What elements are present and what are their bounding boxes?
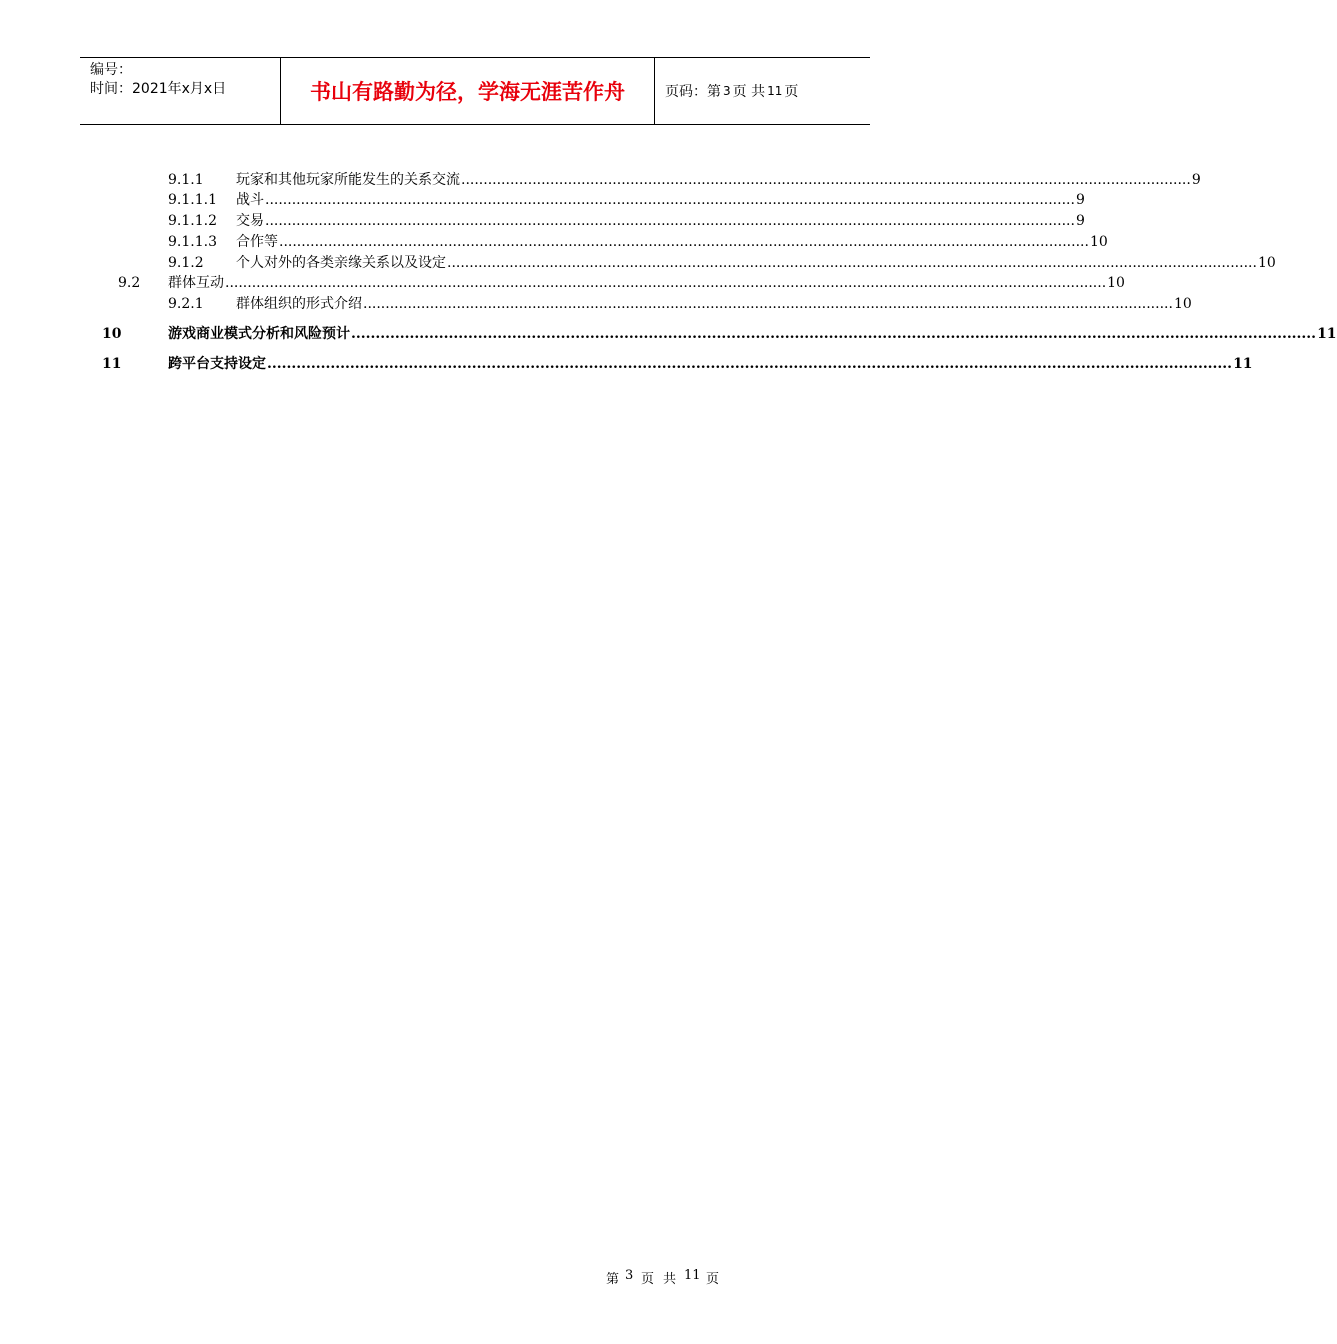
toc-page: 11 xyxy=(1317,326,1337,342)
toc-leader: ...................................................................................................................................................................................................... xyxy=(267,356,1233,372)
header-motto: 书山有路勤为径，学海无涯苦作舟 xyxy=(281,58,655,124)
toc-leader: ...................................................................................................................................................................................... xyxy=(265,192,1075,208)
toc-number: 9.2 xyxy=(118,275,141,291)
toc-page: 10 xyxy=(1107,275,1125,291)
toc-page: 10 xyxy=(1257,255,1276,271)
toc-page: 9 xyxy=(1191,172,1201,188)
toc-number: 9.1.1.1 xyxy=(168,192,217,208)
header-page-info xyxy=(655,58,870,124)
page-current: 3 xyxy=(723,84,731,98)
toc-number: 9.1.1 xyxy=(168,172,204,188)
footer-total-pages: 11 xyxy=(684,1268,701,1283)
toc-leader: ...................................................................................................................................................................................... xyxy=(265,213,1075,229)
toc-leader: ...................................................................................................................................................................................... xyxy=(447,255,1257,271)
header-meta xyxy=(80,58,281,124)
toc-title: 战斗 xyxy=(236,192,264,208)
toc-page: 9 xyxy=(1075,213,1085,229)
toc-title: 游戏商业模式分析和风险预计 xyxy=(168,326,350,342)
toc-leader: ...................................................................................................................................................................................... xyxy=(363,296,1173,312)
toc-leader: .................................................................................................................................................................... xyxy=(461,172,1191,188)
document-time-label: 时间：2021年x月x日 xyxy=(90,81,227,97)
page-mid: 页 共 xyxy=(732,84,766,100)
toc-page: 9 xyxy=(1075,192,1085,208)
toc-page: 10 xyxy=(1089,234,1108,250)
toc-title: 跨平台支持设定 xyxy=(168,356,266,372)
toc-page: 11 xyxy=(1233,356,1253,372)
toc-leader: ...................................................................................................................................................................................................... xyxy=(351,326,1317,342)
toc-title: 合作等 xyxy=(236,234,278,250)
toc-number: 9.1.1.2 xyxy=(168,213,217,229)
footer-word: 第 xyxy=(606,1272,620,1287)
toc-title: 个人对外的各类亲缘关系以及设定 xyxy=(236,255,446,271)
footer-word: 页 xyxy=(641,1272,655,1287)
toc-title: 交易 xyxy=(236,213,264,229)
page-header xyxy=(80,57,870,125)
toc-number: 10 xyxy=(102,326,122,342)
toc-number: 11 xyxy=(102,356,122,372)
page-prefix: 页码：第 xyxy=(665,84,721,100)
toc-number: 9.2.1 xyxy=(168,296,204,312)
toc-leader: ...................................................................................................................................................................................................... xyxy=(225,275,1107,291)
toc-title: 玩家和其他玩家所能发生的关系交流 xyxy=(236,172,460,188)
toc-leader: ...................................................................................................................................................................................... xyxy=(279,234,1089,250)
toc-number: 9.1.2 xyxy=(168,255,204,271)
toc-number: 9.1.1.3 xyxy=(168,234,217,250)
toc-page: 10 xyxy=(1173,296,1192,312)
toc-title: 群体组织的形式介绍 xyxy=(236,296,362,312)
document-number-label: 编号： xyxy=(90,62,132,78)
footer-word: 页 xyxy=(706,1272,720,1287)
footer-current-page: 3 xyxy=(625,1268,634,1283)
footer-word: 共 xyxy=(663,1272,677,1287)
page-suffix: 页 xyxy=(784,84,799,100)
toc-title: 群体互动 xyxy=(168,275,224,291)
page-total: 11 xyxy=(767,84,783,98)
